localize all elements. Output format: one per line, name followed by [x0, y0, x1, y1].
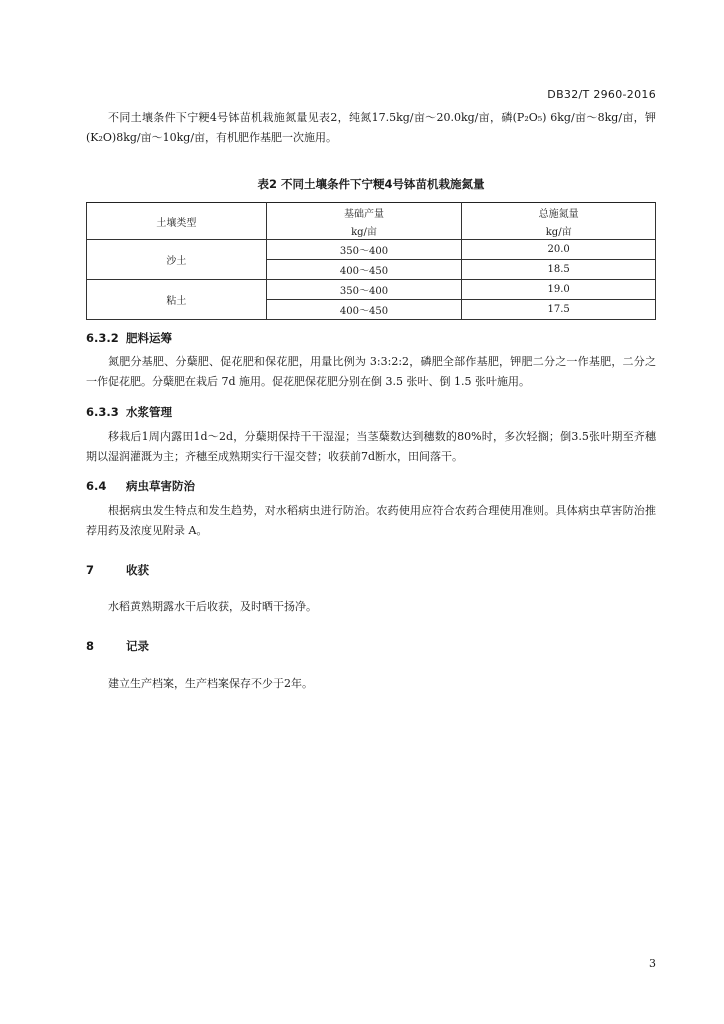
nitrogen-cell: 17.5 [462, 300, 656, 320]
nitrogen-table [86, 202, 656, 320]
section-title: 病虫草害防治 [126, 479, 195, 493]
nitrogen-cell: 19.0 [462, 280, 656, 300]
table-row [87, 240, 656, 260]
section-text-8: 建立生产档案，生产档案保存不少于2年。 [108, 677, 313, 690]
intro-paragraph: 不同土壤条件下宁粳4号钵苗机栽施氮量见表2，纯氮17.5kg/亩～20.0kg/亩，磷(P₂O₅) 6kg/亩～8kg/亩，钾(K₂O)8kg/亩～10kg/亩，有机肥作基肥一次施用。 [86, 111, 656, 144]
section-text-6-3-2: 氮肥分基肥、分蘖肥、促花肥和保花肥，用量比例为 3:3:2:2，磷肥全部作基肥，钾肥二分之一作基肥，二分之一作促花肥。分蘖肥在栽后 7d 施用。促花肥保花肥分别在倒 3.5 张叶、倒 1.5 张叶施用。 [86, 355, 656, 388]
section-text-6-4: 根据病虫发生特点和发生趋势，对水稻病虫进行防治。农药使用应符合农药合理使用准则。具体病虫草害防治推荐用药及浓度见附录 A。 [86, 504, 656, 537]
yield-cell: 350～400 [266, 280, 462, 300]
header-total-n-unit: kg/亩 [462, 221, 656, 240]
soil-cell: 粘土 [87, 280, 267, 320]
section-heading-7 [86, 562, 149, 578]
header-total-n: 总施氮量 [462, 203, 656, 222]
table-row [87, 280, 656, 300]
yield-cell: 350～400 [266, 240, 462, 260]
nitrogen-cell: 18.5 [462, 260, 656, 280]
section-text-6-3-3: 移栽后1周内露田1d～2d，分蘖期保持干干湿湿；当茎蘖数达到穗数的80%时，多次轻搁；倒3.5张叶期至齐穗期以湿润灌溉为主；齐穗至成熟期实行干湿交替；收获前7d断水，田间落干。 [86, 430, 656, 463]
section-number: 6.3.2 [86, 331, 119, 345]
table-title: 表2 不同土壤条件下宁粳4号钵苗机栽施氮量 [257, 177, 485, 191]
header-base-yield: 基础产量 [266, 203, 462, 222]
section-number: 6.4 [86, 479, 107, 493]
header-base-yield-unit: kg/亩 [266, 221, 462, 240]
section-text-7: 水稻黄熟期露水干后收获，及时晒干扬净。 [108, 600, 317, 613]
page-number: 3 [649, 957, 656, 970]
yield-cell: 400～450 [266, 260, 462, 280]
header-soil-type: 土壤类型 [87, 203, 267, 240]
section-title: 肥料运筹 [126, 331, 172, 345]
section-heading-8 [86, 638, 149, 654]
section-number: 7 [86, 563, 95, 577]
section-heading-6-3-2 [86, 330, 172, 346]
section-heading-6-3-3 [86, 404, 172, 420]
section-title: 收获 [126, 563, 149, 577]
section-title: 水浆管理 [126, 405, 172, 419]
standard-code: DB32/T 2960-2016 [547, 88, 656, 101]
section-number: 8 [86, 639, 95, 653]
yield-cell: 400～450 [266, 300, 462, 320]
section-number: 6.3.3 [86, 405, 119, 419]
soil-cell: 沙土 [87, 240, 267, 280]
nitrogen-cell: 20.0 [462, 240, 656, 260]
section-heading-6-4 [86, 478, 195, 494]
section-title: 记录 [126, 639, 149, 653]
